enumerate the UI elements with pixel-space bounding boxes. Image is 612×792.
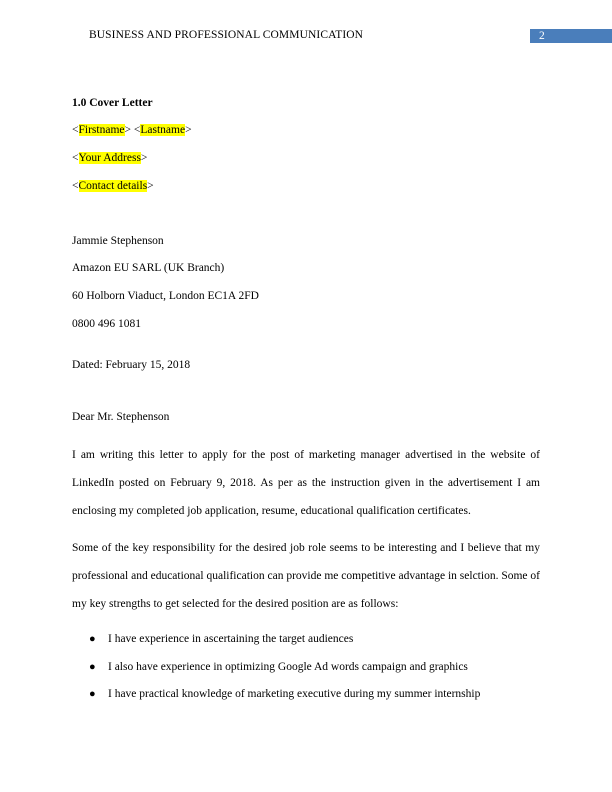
- salutation: Dear Mr. Stephenson: [72, 411, 170, 423]
- bullet-icon: ●: [89, 661, 96, 673]
- list-item: [89, 688, 480, 700]
- sender-contact-line: <Contact details>: [72, 180, 154, 192]
- running-header-title: BUSINESS AND PROFESSIONAL COMMUNICATION: [89, 29, 364, 41]
- list-item: [89, 661, 468, 673]
- list-item: [89, 633, 353, 645]
- sender-address-line: <Your Address>: [72, 152, 148, 164]
- section-heading: 1.0 Cover Letter: [72, 97, 153, 109]
- list-item-text: I have practical knowledge of marketing executive during my summer internship: [108, 688, 481, 700]
- body-paragraph: Some of the key responsibility for the desired job role seems to be interesting and I believe that my professional and educational qualification can provide me competitive advantage in selction. Some of my key strengths to get selected for the desired position are as follows:: [72, 542, 540, 610]
- date-line: Dated: February 15, 2018: [72, 359, 191, 371]
- recipient-address: 60 Holborn Viaduct, London EC1A 2FD: [72, 290, 259, 302]
- lastname-placeholder: Lastname: [140, 124, 186, 136]
- body-paragraph: I am writing this letter to apply for the post of marketing manager advertised in the website of LinkedIn posted on February 9, 2018. As per as the instruction given in the advertisement I am enclosing my completed job application, resume, educational qualification certificates.: [72, 449, 540, 517]
- recipient-phone: 0800 496 1081: [72, 318, 141, 330]
- contact-placeholder: Contact details: [78, 180, 148, 192]
- firstname-placeholder: Firstname: [78, 124, 125, 136]
- recipient-name: Jammie Stephenson: [72, 235, 164, 247]
- list-item-text: I have experience in ascertaining the target audiences: [108, 633, 354, 645]
- address-placeholder: Your Address: [78, 152, 141, 164]
- bullet-icon: ●: [89, 688, 96, 700]
- page-number-badge: 2: [530, 29, 612, 43]
- list-item-text: I also have experience in optimizing Google Ad words campaign and graphics: [108, 661, 468, 673]
- bullet-icon: ●: [89, 633, 96, 645]
- sender-name-line: <Firstname> <Lastname>: [72, 124, 192, 136]
- recipient-company: Amazon EU SARL (UK Branch): [72, 262, 225, 274]
